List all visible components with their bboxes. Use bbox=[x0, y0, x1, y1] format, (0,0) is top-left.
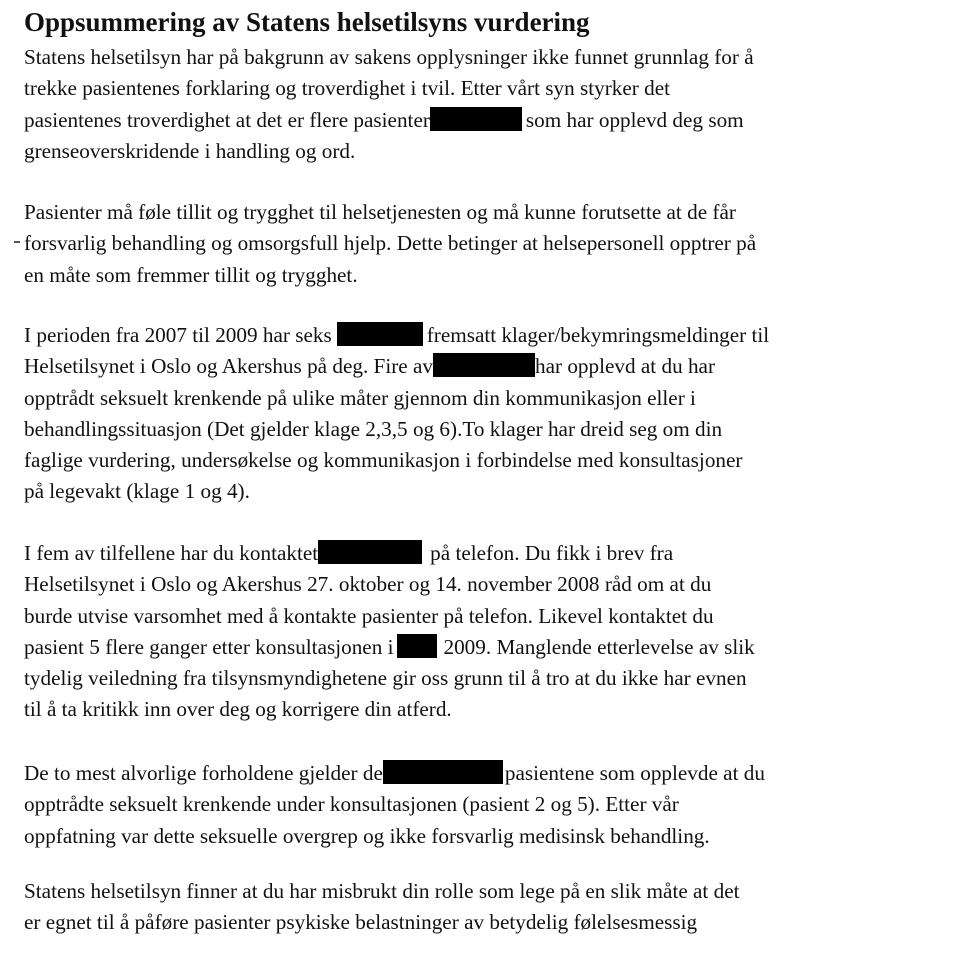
text-line bbox=[24, 601, 969, 632]
text-line bbox=[24, 694, 969, 725]
text-segment: opptrådt seksuelt krenkende på ulike måter gjennom din kommunikasjon eller i bbox=[24, 385, 696, 410]
text-segment: De to mest alvorlige forholdene gjelder de bbox=[24, 761, 383, 785]
text-line bbox=[24, 73, 969, 104]
text-segment: Pasienter må føle tillit og trygghet til helsetjenesten og må kunne forutsette at de får bbox=[24, 200, 736, 224]
text-segment: faglige vurdering, undersøkelse og kommunikasjon i forbindelse med konsultasjoner bbox=[24, 448, 743, 473]
text-segment: Statens helsetilsyn finner at du har misbrukt din rolle som lege på en slik måte at det bbox=[24, 879, 740, 903]
text-line bbox=[24, 789, 969, 820]
text-segment: fremsatt klager/bekymringsmeldinger til bbox=[426, 323, 770, 347]
redaction-box bbox=[318, 540, 422, 564]
text-line bbox=[24, 197, 969, 228]
paragraph bbox=[24, 538, 969, 726]
text-line bbox=[24, 228, 969, 259]
document-heading: Oppsummering av Statens helsetilsyns vurdering bbox=[24, 7, 590, 37]
text-line bbox=[24, 476, 969, 507]
text-line bbox=[24, 445, 969, 476]
paragraph bbox=[24, 876, 969, 939]
text-line bbox=[24, 569, 969, 600]
text-segment: oppfatning var dette seksuelle overgrep og ikke forsvarlig medisinsk behandling. bbox=[24, 823, 710, 848]
text-segment: I fem av tilfellene har du kontaktet bbox=[24, 541, 319, 565]
redaction-box bbox=[430, 107, 522, 131]
text-line bbox=[24, 42, 969, 73]
margin-mark bbox=[14, 241, 20, 243]
text-line bbox=[24, 632, 969, 663]
text-segment: pasient 5 flere ganger etter konsultasjonen i bbox=[24, 634, 394, 659]
text-line bbox=[24, 876, 969, 907]
text-line bbox=[24, 821, 969, 852]
paragraph bbox=[24, 758, 969, 852]
text-segment: forsvarlig behandling og omsorgsfull hjelp. Dette betinger at helsepersonell opptrer på bbox=[24, 231, 757, 256]
paragraph bbox=[24, 42, 969, 167]
text-line bbox=[24, 383, 969, 414]
text-segment: I perioden fra 2007 til 2009 har seks bbox=[24, 323, 332, 347]
text-segment: Helsetilsynet i Oslo og Akershus 27. oktober og 14. november 2008 råd om at du bbox=[24, 572, 712, 597]
text-line bbox=[24, 105, 969, 136]
text-line bbox=[24, 320, 969, 351]
text-segment: på telefon. Du fikk i brev fra bbox=[430, 541, 674, 565]
text-segment: er egnet til å påføre pasienter psykiske belastninger av betydelig følelsesmessig bbox=[24, 910, 698, 935]
text-segment: pasientene som opplevde at du bbox=[504, 761, 765, 785]
text-segment: på legevakt (klage 1 og 4). bbox=[24, 479, 250, 504]
redaction-box bbox=[337, 322, 423, 346]
text-line bbox=[24, 538, 969, 569]
text-segment: som har opplevd deg som bbox=[525, 107, 744, 132]
paragraph bbox=[24, 320, 969, 508]
text-segment: behandlingssituasjon (Det gjelder klage 2,3,5 og 6).To klager har dreid seg om din bbox=[24, 416, 723, 441]
text-segment: burde utvise varsomhet med å kontakte pasienter på telefon. Likevel kontaktet du bbox=[24, 603, 714, 628]
redaction-box bbox=[397, 634, 437, 658]
text-line bbox=[24, 758, 969, 789]
text-segment: har opplevd at du har bbox=[534, 354, 716, 379]
text-line bbox=[24, 260, 969, 291]
text-segment: 2009. Manglende etterlevelse av slik bbox=[443, 634, 755, 659]
paragraph bbox=[24, 197, 969, 291]
text-segment: Helsetilsynet i Oslo og Akershus på deg. Fire av bbox=[24, 354, 433, 379]
text-segment: tydelig veiledning fra tilsynsmyndighetene gir oss grunn til å tro at du ikke har evnen bbox=[24, 666, 747, 691]
text-segment: en måte som fremmer tillit og trygghet. bbox=[24, 262, 358, 287]
text-line bbox=[24, 351, 969, 382]
text-segment: grenseoverskridende i handling og ord. bbox=[24, 138, 356, 163]
text-segment: Statens helsetilsyn har på bakgrunn av sakens opplysninger ikke funnet grunnlag for å bbox=[24, 45, 754, 69]
redaction-box bbox=[383, 760, 503, 784]
text-line bbox=[24, 907, 969, 938]
text-segment: opptrådte seksuelt krenkende under konsultasjonen (pasient 2 og 5). Etter vår bbox=[24, 792, 679, 817]
text-segment: pasientenes troverdighet at det er flere pasienter bbox=[24, 107, 430, 132]
text-segment: til å ta kritikk inn over deg og korrigere din atferd. bbox=[24, 697, 452, 722]
text-line bbox=[24, 136, 969, 167]
redaction-box bbox=[433, 353, 535, 377]
text-line bbox=[24, 414, 969, 445]
text-line bbox=[24, 663, 969, 694]
text-segment: trekke pasientenes forklaring og troverdighet i tvil. Etter vårt syn styrker det bbox=[24, 76, 671, 101]
